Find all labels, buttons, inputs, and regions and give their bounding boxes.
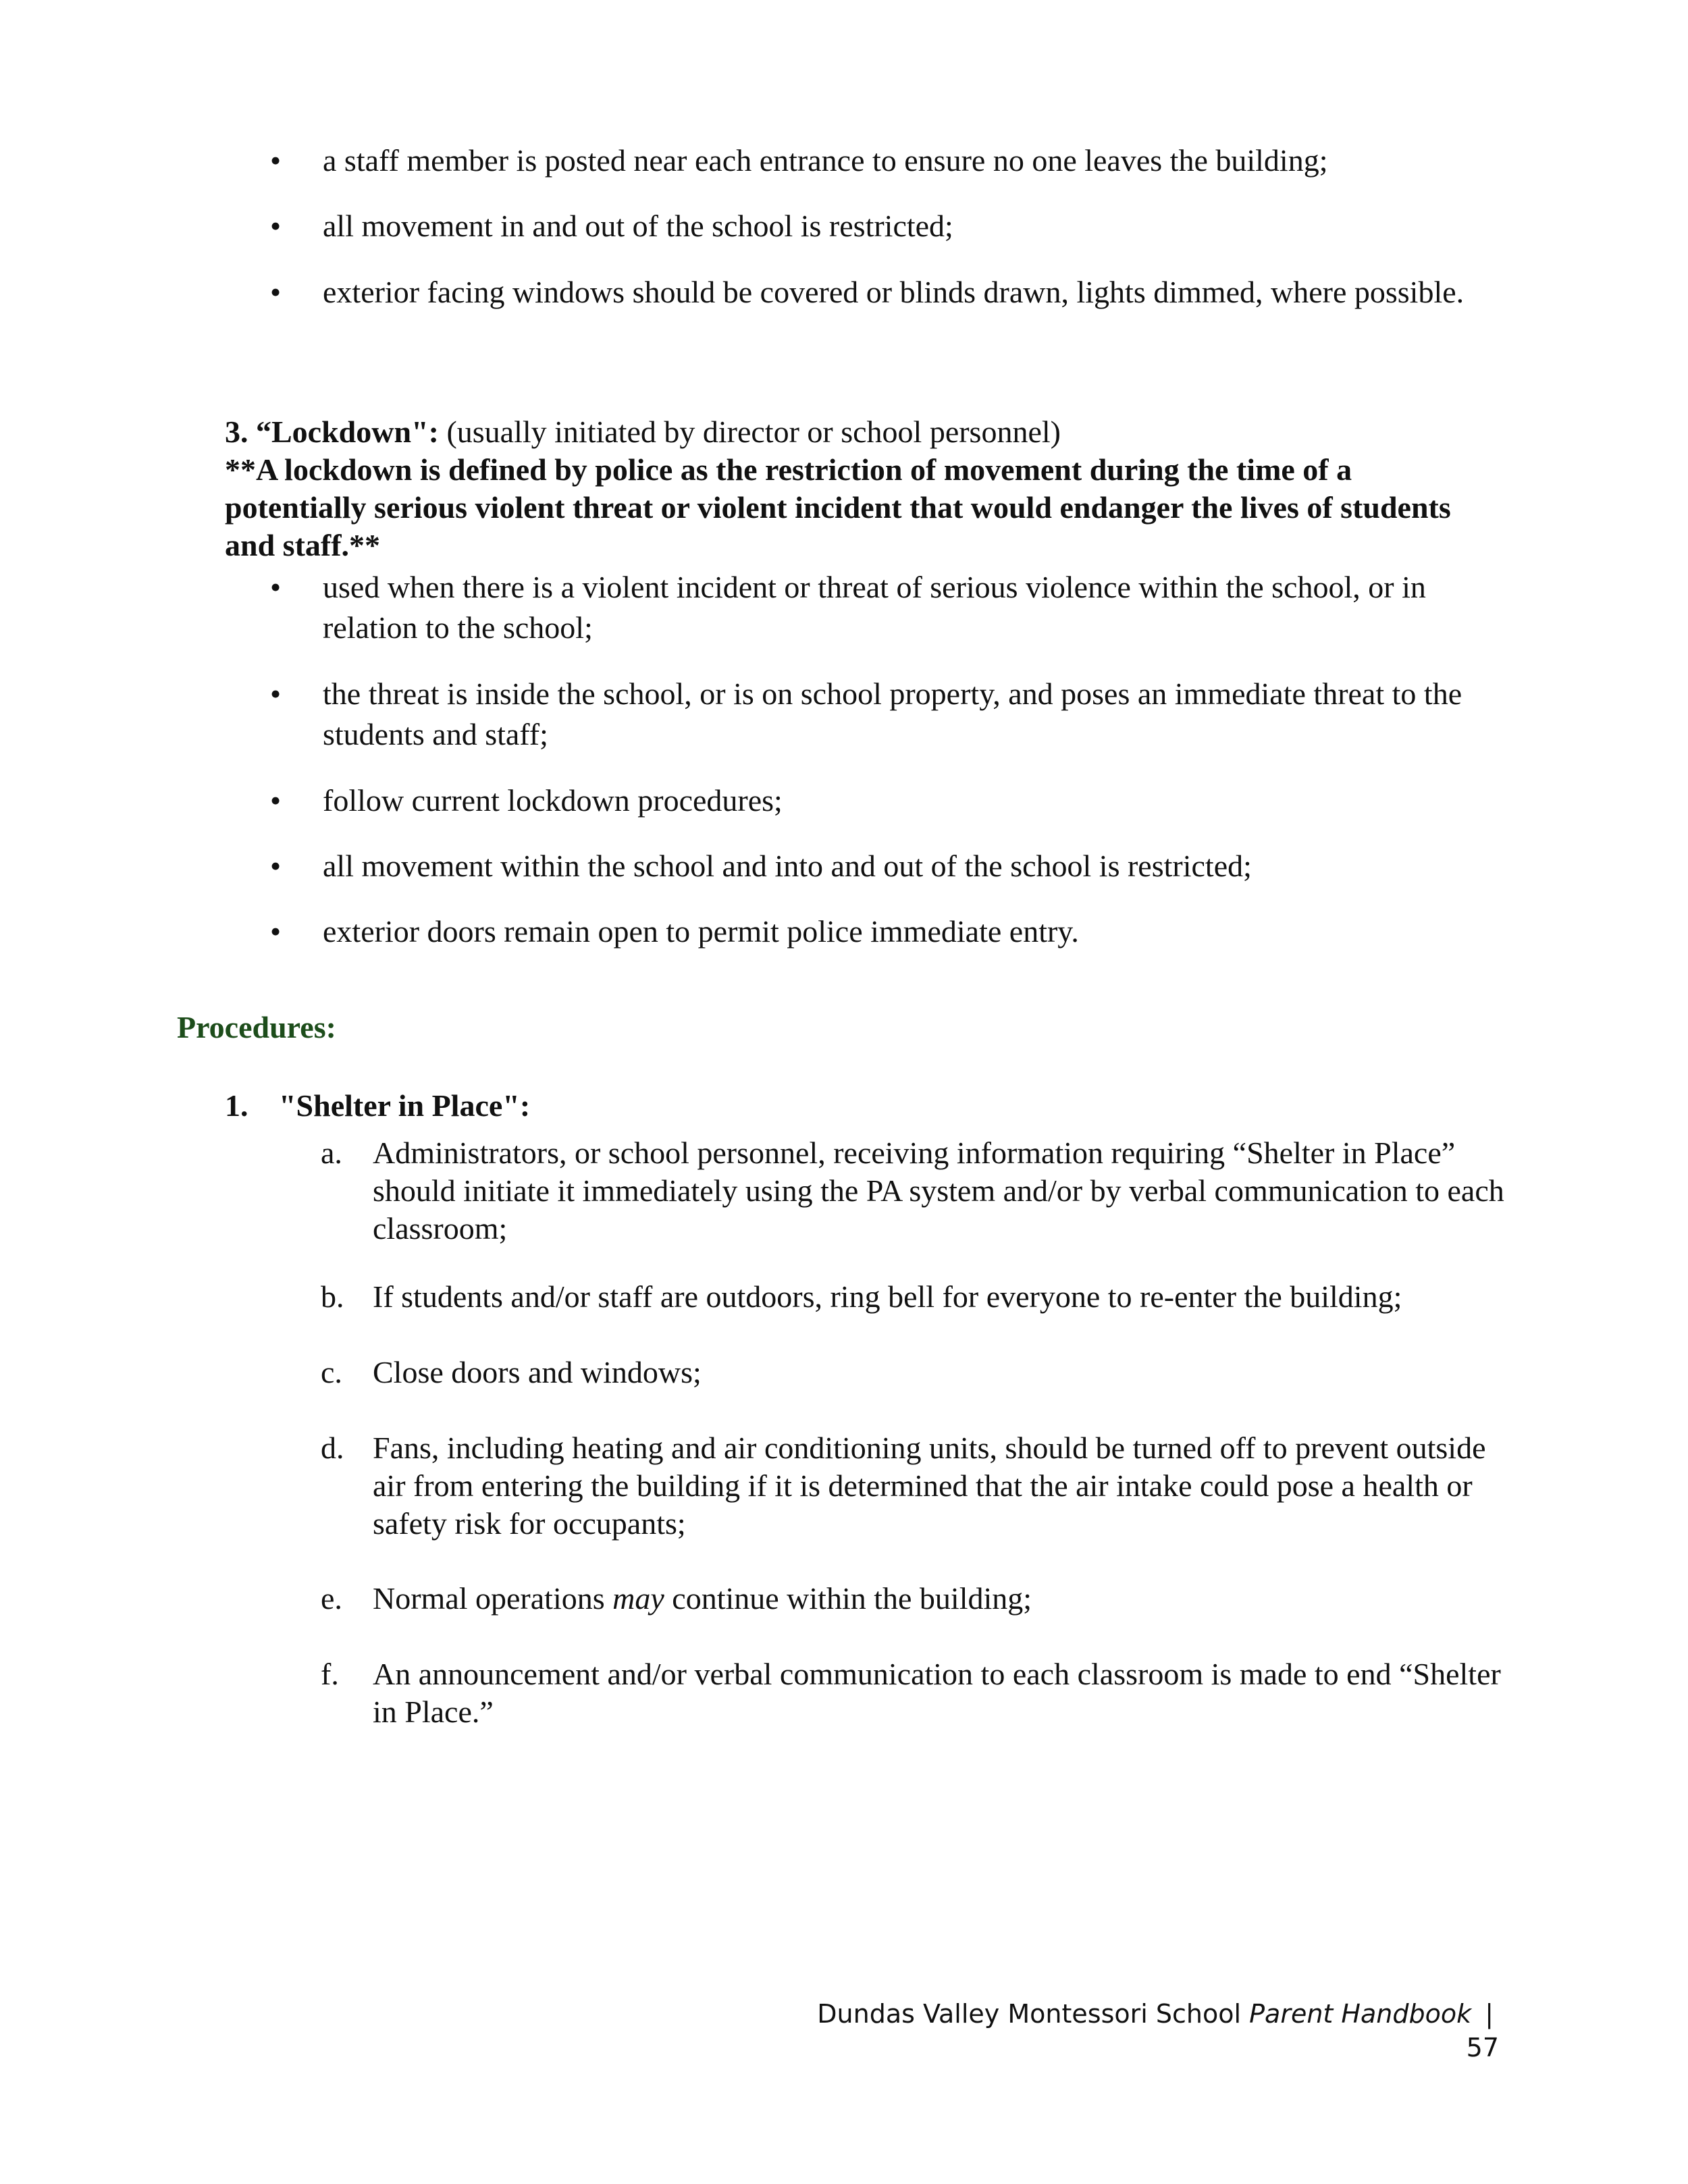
section-subtitle: (usually initiated by director or school personnel) xyxy=(438,415,1061,449)
step-text-emphasis: may xyxy=(612,1581,664,1616)
lockdown-heading xyxy=(225,413,1508,451)
step-letter: c. xyxy=(321,1355,342,1389)
step-text: Administrators, or school personnel, receiving information requiring “Shelter in Place” should initiate it immediately using the PA system and/or by verbal communication to each classroom; xyxy=(373,1136,1504,1246)
step-letter: b. xyxy=(321,1279,344,1314)
bullet-text: all movement in and out of the school is restricted; xyxy=(323,209,953,243)
step-letter: e. xyxy=(321,1581,342,1616)
lockdown-definition: **A lockdown is defined by police as the restriction of movement during the time of a potentially serious violent threat or violent incident that would endanger the lives of students and staff.** xyxy=(225,452,1451,562)
bullet-icon: • xyxy=(270,143,282,178)
bullet-icon: • xyxy=(270,275,282,309)
bullet-icon: • xyxy=(270,570,282,604)
bullet-icon: • xyxy=(270,676,282,711)
bullet-icon: • xyxy=(270,849,282,883)
section-number: 3. xyxy=(225,415,248,449)
bullet-text: all movement within the school and into and out of the school is restricted; xyxy=(323,849,1252,883)
step-letter: a. xyxy=(321,1136,342,1170)
bullet-text: a staff member is posted near each entrance to ensure no one leaves the building; xyxy=(323,143,1328,178)
procedures-heading: Procedures: xyxy=(177,1010,336,1044)
bullet-icon: • xyxy=(270,783,282,818)
step-letter: d. xyxy=(321,1431,344,1465)
step-text: Close doors and windows; xyxy=(373,1355,702,1389)
bullet-text: exterior doors remain open to permit police immediate entry. xyxy=(323,914,1079,949)
bullet-icon: • xyxy=(270,209,282,243)
page-number: 57 xyxy=(1466,2033,1499,2062)
procedure-title: "Shelter in Place": xyxy=(279,1088,531,1123)
bullet-text: exterior facing windows should be covered or blinds drawn, lights dimmed, where possible. xyxy=(323,275,1465,309)
footer-separator: | xyxy=(1485,1999,1494,2029)
step-text-before: Normal operations xyxy=(373,1581,613,1616)
footer-school: Dundas Valley Montessori School xyxy=(817,1999,1242,2029)
page-footer xyxy=(810,1997,1499,2065)
step-text-after: continue within the building; xyxy=(664,1581,1032,1616)
procedure-item-title xyxy=(225,1086,530,1126)
bullet-icon: • xyxy=(270,914,282,949)
step-text xyxy=(373,1580,1521,1618)
bullet-text: follow current lockdown procedures; xyxy=(323,783,783,818)
step-text: If students and/or staff are outdoors, ring bell for everyone to re-enter the building; xyxy=(373,1279,1402,1314)
section-title: “Lockdown": xyxy=(256,415,439,449)
step-letter: f. xyxy=(321,1657,339,1691)
footer-doc-title: Parent Handbook xyxy=(1249,1999,1472,2029)
bullet-text: the threat is inside the school, or is on school property, and poses an immediate threat to the students and staff; xyxy=(323,676,1462,751)
procedure-number: 1. xyxy=(225,1088,248,1123)
step-text: An announcement and/or verbal communication to each classroom is made to end “Shelter in Place.” xyxy=(373,1657,1501,1729)
bullet-text: used when there is a violent incident or threat of serious violence within the school, or in relation to the school; xyxy=(323,570,1426,645)
step-text: Fans, including heating and air conditioning units, should be turned off to prevent outside air from entering the building if it is determined that the air intake could pose a health or safety risk for occupants; xyxy=(373,1431,1486,1541)
